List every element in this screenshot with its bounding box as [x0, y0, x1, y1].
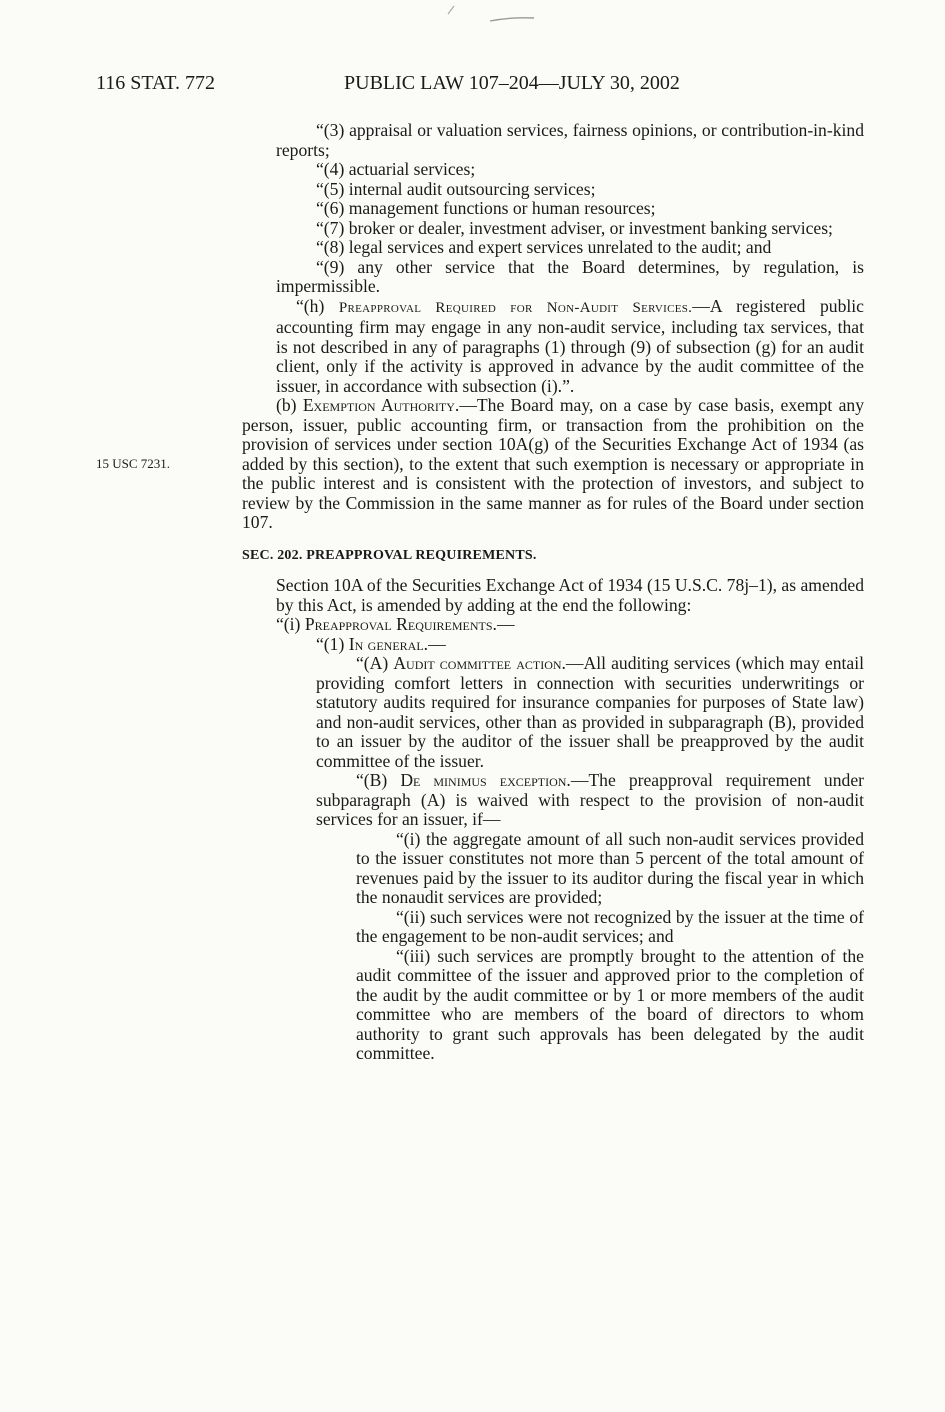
- scan-artifact: [430, 4, 540, 26]
- subsection-h: “(h) Preapproval Required for Non-Audit Services.—A registered public accounting firm may engage in any non-audit service, including tax services, that is not described in any of paragraphs (1) through (9) of subsection (g) for an audit client, only if the activity is approved in advance by the audit committee of the issuer, in accordance with subsection (i).”.: [276, 295, 864, 396]
- clause-iii: “(iii) such services are promptly brought to the attention of the audit committee of the issuer and approved prior to the completion of the audit by the audit committee or by 1 or more members of the audit committee who are members of the board of directors to whom authority to grant such approvals has been delegated by the audit committee.: [356, 945, 864, 1063]
- list-item: “(7) broker or dealer, investment adviser, or investment banking services;: [316, 217, 833, 238]
- subsection-b: (b) Exemption Authority.—The Board may, on a case by case basis, exempt any person, issuer, public accounting firm, or transaction from the prohibition on the provision of services under section 10A(g) of the Securities Exchange Act of 1934 (as added by this section), to the extent that such exemption is necessary or appropriate in the public interest and is consistent with the protection of investors, and subject to review by the Commission in the same manner as for rules of the Board under section 107.: [242, 395, 864, 532]
- running-head: [96, 72, 856, 102]
- document-body: [242, 120, 864, 1064]
- subsection-i: “(i) Preapproval Requirements.—: [276, 614, 515, 634]
- list-item: “(3) appraisal or valuation services, fairness opinions, or contribution-in-kind reports;: [276, 120, 864, 160]
- subparagraph-A: “(A) Audit committee action.—All auditing services (which may entail providing comfort letters in connection with securities underwritings or statutory audits required for insurance companies for purposes of State law) and non-audit services, other than as provided in subparagraph (B), provided to an issuer by the auditor of the issuer shall be preapproved by the audit committee of the issuer.: [316, 653, 864, 771]
- subparagraph-B: “(B) De minimus exception.—The preapproval requirement under subparagraph (A) is waived with respect to the provision of non-audit services for an issuer, if—: [316, 770, 864, 829]
- list-item: “(6) management functions or human resources;: [316, 198, 656, 218]
- list-item: “(9) any other service that the Board determines, by regulation, is impermissible.: [276, 256, 864, 296]
- margin-citation: 15 USC 7231.: [96, 456, 171, 471]
- section-intro: Section 10A of the Securities Exchange Act of 1934 (15 U.S.C. 78j–1), as amended by this Act, is amended by adding at the end the following:: [276, 575, 864, 615]
- page-title: PUBLIC LAW 107–204—JULY 30, 2002: [344, 72, 680, 94]
- list-item: “(5) internal audit outsourcing services;: [316, 178, 596, 199]
- list-item: “(8) legal services and expert services unrelated to the audit; and: [316, 237, 772, 257]
- page-reference: 116 STAT. 772: [96, 72, 215, 94]
- paragraph-1: “(1) In general.—: [316, 633, 446, 654]
- subsection-b-heading: Exemption Authority.: [302, 395, 460, 415]
- list-item: “(4) actuarial services;: [316, 159, 476, 179]
- clause-i: “(i) the aggregate amount of all such non-audit services provided to the issuer constitutes not more than 5 percent of the total amount of revenues paid by the issuer to its auditor during the fiscal year in which the nonaudit services are provided;: [356, 828, 864, 907]
- clause-ii: “(ii) such services were not recognized by the issuer at the time of the engagement to be non-audit services; and: [356, 906, 864, 946]
- subsection-h-heading: Preapproval Required for Non-Audit Services.: [338, 299, 693, 316]
- section-heading: SEC. 202. PREAPPROVAL REQUIREMENTS.: [242, 547, 537, 563]
